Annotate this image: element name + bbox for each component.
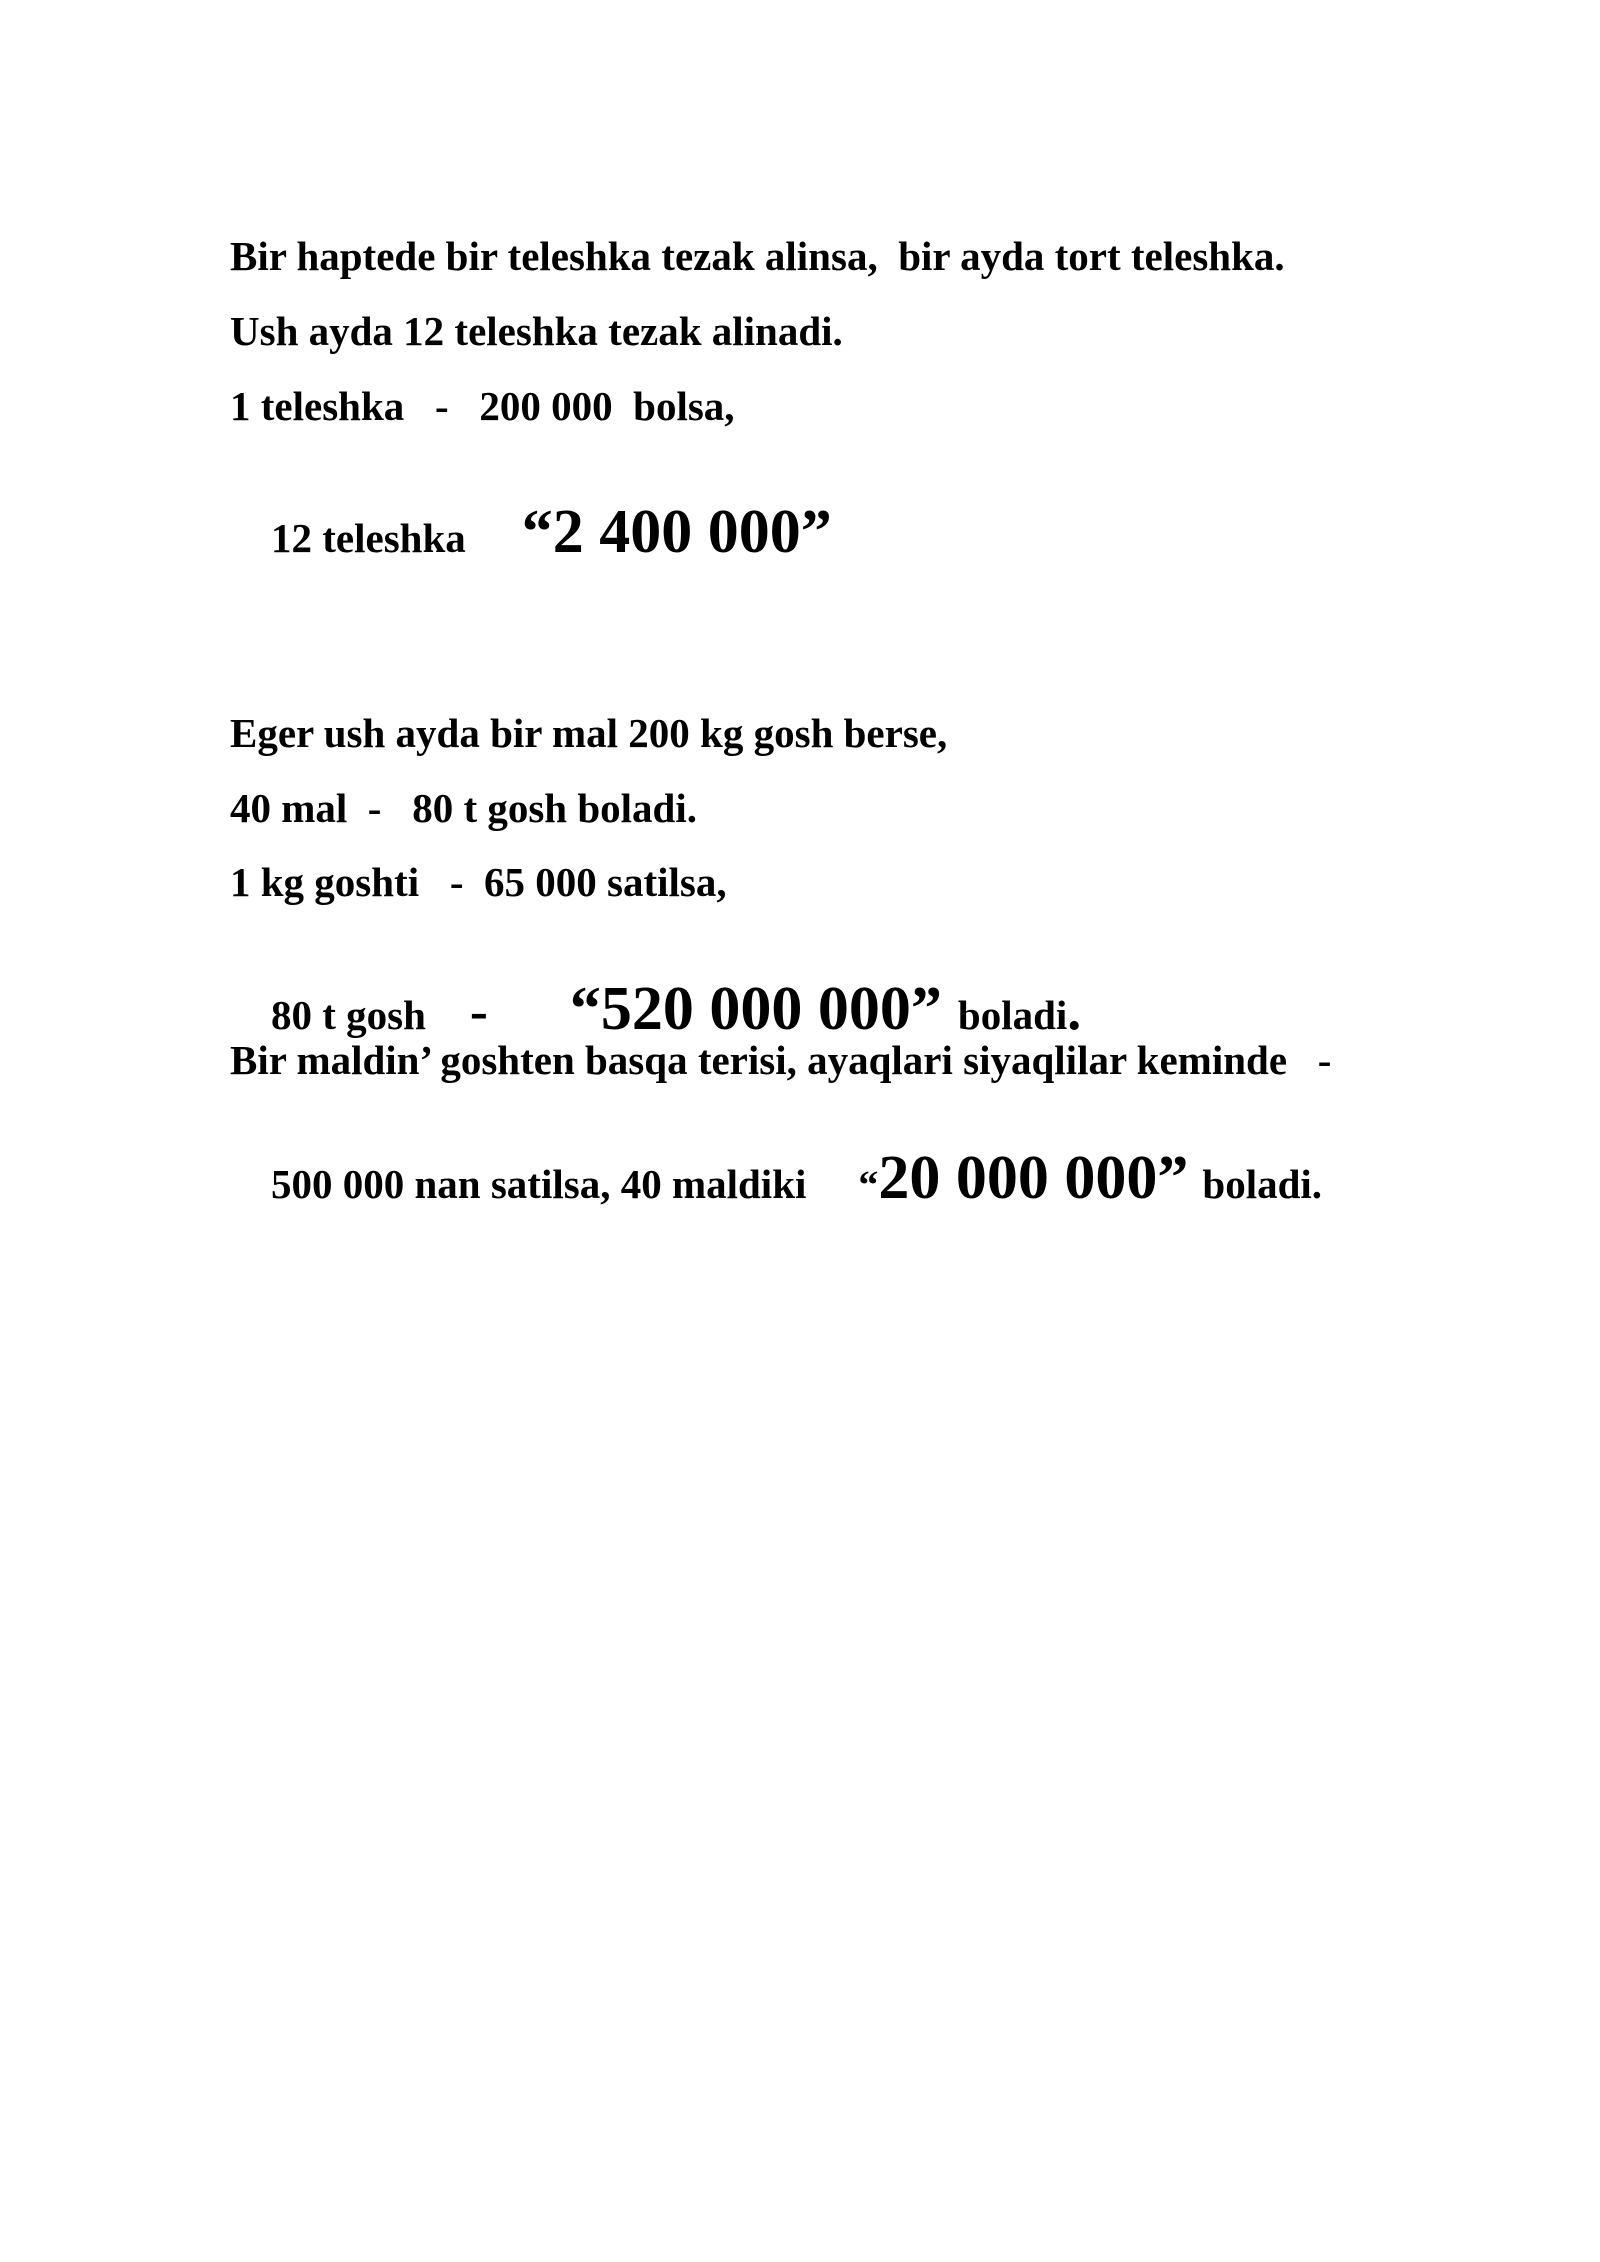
text-line-9: Bir maldin’ goshten basqa terisi, ayaqlari siyaqlilar keminde - bbox=[230, 1037, 1332, 1083]
hide-total-value: 20 000 000” bbox=[878, 1144, 1189, 1212]
text-line-5: Eger ush ayda bir mal 200 kg gosh berse, bbox=[230, 710, 948, 756]
text-line-10 bbox=[230, 1106, 1322, 1250]
text-line-4 bbox=[230, 460, 832, 604]
boladi-suffix: boladi bbox=[957, 992, 1068, 1038]
text-line-2: Ush ayda 12 teleshka tezak alinadi. bbox=[230, 308, 843, 354]
text-line-1: Bir haptede bir teleshka tezak alinsa, bir ayda tort teleshka. bbox=[230, 233, 1285, 279]
boladi-suffix-2: boladi. bbox=[1202, 1161, 1323, 1207]
text-line-6: 40 mal - 80 t gosh boladi. bbox=[230, 785, 697, 831]
teleshka-count-label: 12 teleshka bbox=[271, 515, 466, 561]
teleshka-total-value: “2 400 000” bbox=[521, 498, 832, 566]
dash: - bbox=[469, 981, 488, 1041]
open-quote: “ bbox=[858, 1162, 879, 1207]
text-line-7: 1 kg goshti - 65 000 satilsa, bbox=[230, 859, 727, 905]
hide-price-text: 500 000 nan satilsa, 40 maldiki bbox=[271, 1161, 807, 1207]
period: . bbox=[1067, 980, 1082, 1042]
meat-total-value: “520 000 000” bbox=[569, 975, 942, 1043]
meat-weight-label: 80 t gosh bbox=[271, 992, 426, 1038]
text-line-3: 1 teleshka - 200 000 bolsa, bbox=[230, 383, 735, 429]
